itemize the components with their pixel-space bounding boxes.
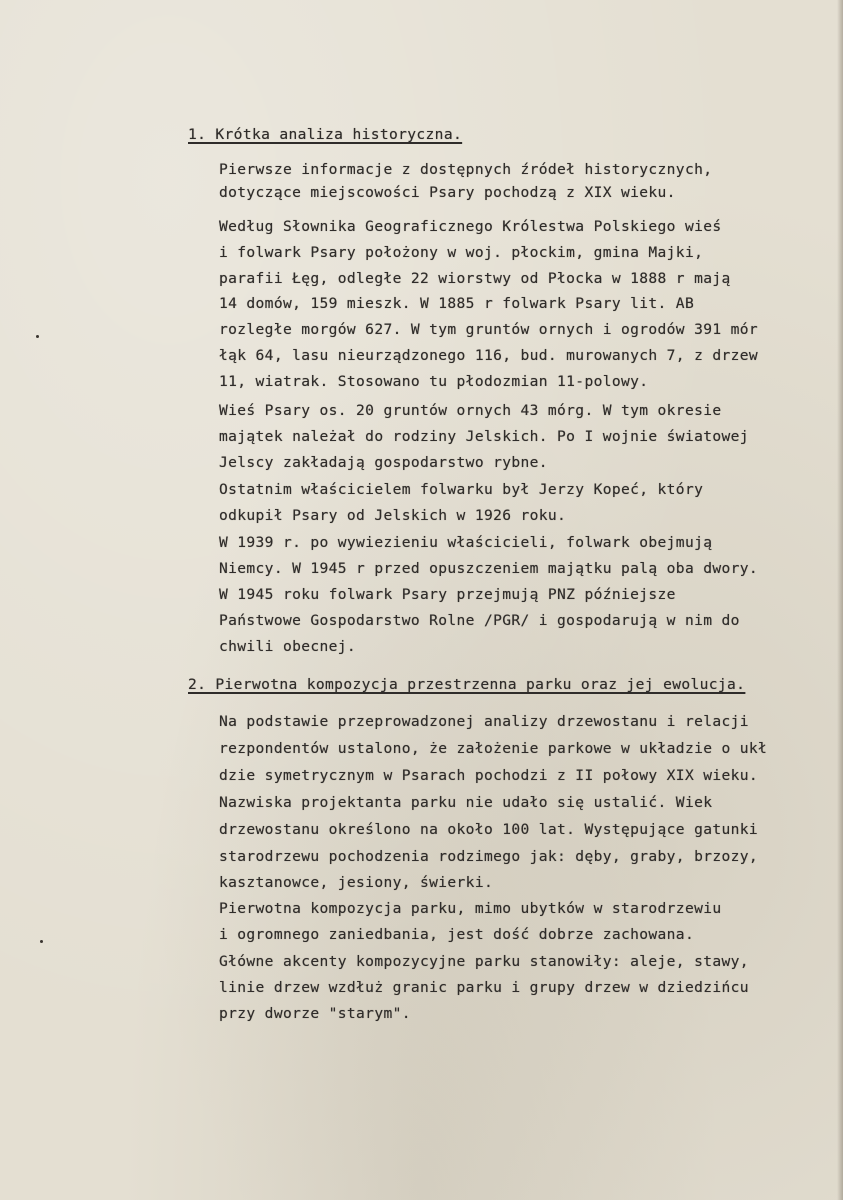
section-1-line: Państwowe Gospodarstwo Rolne /PGR/ i gospodarują w nim do	[219, 612, 740, 629]
section-2-line: kasztanowce, jesiony, świerki.	[219, 874, 494, 891]
section-1-line: dotyczące miejscowości Psary pochodzą z XIX wieku.	[219, 184, 676, 201]
section-2-line: Główne akcenty kompozycyjne parku stanowiły: aleje, stawy,	[219, 953, 749, 970]
section-1-line: Ostatnim właścicielem folwarku był Jerzy Kopeć, który	[219, 481, 704, 498]
margin-mark	[40, 940, 43, 943]
section-2-line: linie drzew wzdłuż granic parku i grupy drzew w dziedzińcu	[219, 979, 749, 996]
section-1-line: Według Słownika Geograficznego Królestwa Polskiego wieś	[219, 218, 722, 235]
section-2-heading: 2. Pierwotna kompozycja przestrzenna parku oraz jej ewolucja.	[188, 676, 746, 693]
section-2-line: drzewostanu określono na około 100 lat. Występujące gatunki	[219, 821, 759, 838]
section-1-line: 11, wiatrak. Stosowano tu płodozmian 11-polowy.	[219, 373, 649, 390]
section-2-line: dzie symetrycznym w Psarach pochodzi z II połowy XIX wieku.	[219, 767, 759, 784]
section-1-line: rozległe morgów 627. W tym gruntów ornych i ogrodów 391 mór	[219, 321, 759, 338]
section-1-line: W 1939 r. po wywiezieniu właścicieli, folwark obejmują	[219, 534, 713, 551]
section-1-line: chwili obecnej.	[219, 638, 357, 655]
section-1-line: Jelscy zakładają gospodarstwo rybne.	[219, 454, 548, 471]
section-2-line: rezpondentów ustalono, że założenie parkowe w układzie o ukł	[219, 740, 768, 757]
section-1-line: W 1945 roku folwark Psary przejmują PNZ późniejsze	[219, 586, 676, 603]
section-1-line: Pierwsze informacje z dostępnych źródeł historycznych,	[219, 161, 713, 178]
section-1-line: odkupił Psary od Jelskich w 1926 roku.	[219, 507, 567, 524]
section-2-line: przy dworze "starym".	[219, 1005, 411, 1022]
section-1-line: parafii Łęg, odległe 22 wiorstwy od Płocka w 1888 r mają	[219, 270, 731, 287]
section-1-heading: 1. Krótka analiza historyczna.	[188, 126, 463, 143]
section-1-line: majątek należał do rodziny Jelskich. Po I wojnie światowej	[219, 428, 749, 445]
section-2-line: Na podstawie przeprowadzonej analizy drzewostanu i relacji	[219, 713, 749, 730]
section-2-line: Pierwotna kompozycja parku, mimo ubytków w starodrzewiu	[219, 900, 722, 917]
margin-mark	[36, 335, 39, 338]
section-2-line: i ogromnego zaniedbania, jest dość dobrze zachowana.	[219, 926, 695, 943]
section-2-line: starodrzewu pochodzenia rodzimego jak: dęby, graby, brzozy,	[219, 848, 759, 865]
page-edge-shadow	[837, 0, 843, 1200]
section-1-line: Wieś Psary os. 20 gruntów ornych 43 mórg. W tym okresie	[219, 402, 722, 419]
section-1-line: łąk 64, lasu nieurządzonego 116, bud. murowanych 7, z drzew	[219, 347, 759, 364]
section-2-line: Nazwiska projektanta parku nie udało się ustalić. Wiek	[219, 794, 713, 811]
section-1-line: 14 domów, 159 mieszk. W 1885 r folwark Psary lit. AB	[219, 295, 695, 312]
section-1-line: i folwark Psary położony w woj. płockim, gmina Majki,	[219, 244, 704, 261]
section-1-line: Niemcy. W 1945 r przed opuszczeniem majątku palą oba dwory.	[219, 560, 759, 577]
